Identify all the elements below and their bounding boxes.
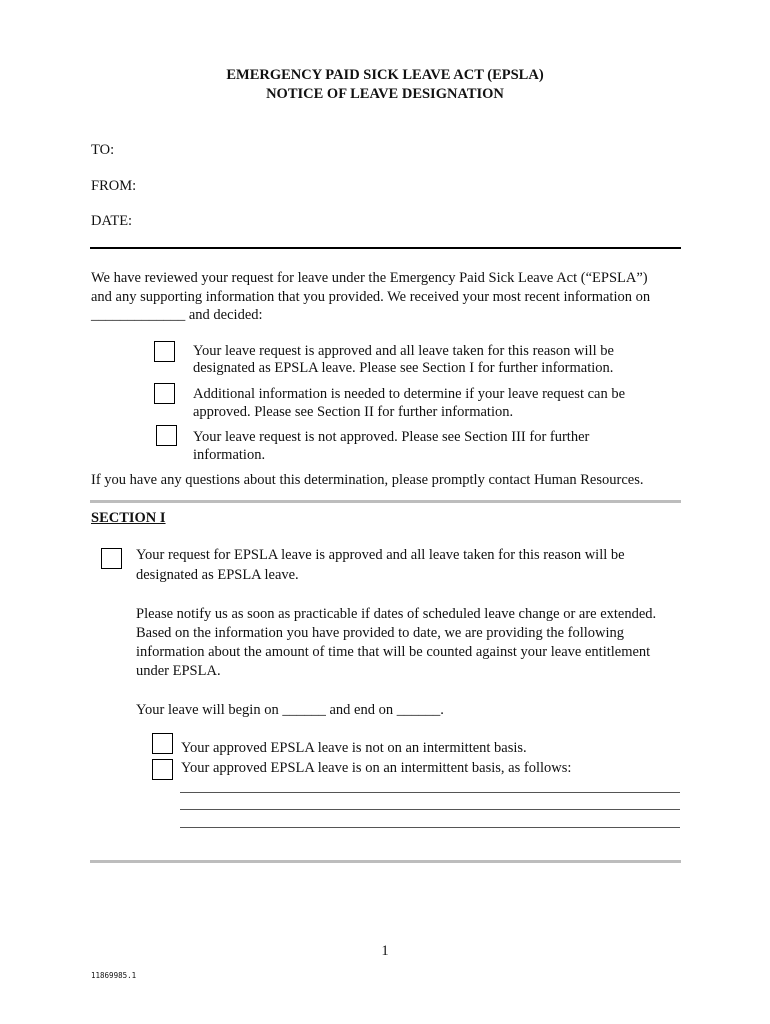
section-1-approved-checkbox[interactable]: [101, 548, 122, 569]
to-field-label: TO:: [91, 142, 115, 158]
notify-line-3: information about the amount of time that will be counted against your leave entitlement: [136, 644, 651, 660]
section-1-approved-line2: designated as EPSLA leave.: [136, 567, 299, 583]
intro-line-1: We have reviewed your request for leave under the Emergency Paid Sick Leave Act (“EPSLA”): [91, 270, 648, 286]
intermittent-checkbox[interactable]: [152, 759, 173, 780]
option-approved-line1: Your leave request is approved and all leave taken for this reason will be: [193, 343, 614, 359]
not-intermittent-label: Your approved EPSLA leave is not on an intermittent basis.: [181, 740, 527, 756]
option-denied-line1: Your leave request is not approved. Please see Section III for further: [193, 429, 590, 445]
intermittent-label: Your approved EPSLA leave is on an intermittent basis, as follows:: [181, 760, 572, 776]
option-approved-checkbox[interactable]: [154, 341, 175, 362]
intermittent-blank-line-3[interactable]: [180, 827, 680, 828]
option-denied-line2: information.: [193, 447, 266, 463]
option-more-info-line2: approved. Please see Section II for further information.: [193, 404, 514, 420]
option-more-info-checkbox[interactable]: [154, 383, 175, 404]
not-intermittent-checkbox[interactable]: [152, 733, 173, 754]
intermittent-blank-line-2[interactable]: [180, 809, 680, 810]
questions-note: If you have any questions about this determination, please promptly contact Human Resources.: [91, 472, 644, 488]
option-more-info-line1: Additional information is needed to determine if your leave request can be: [193, 386, 626, 402]
intro-line-3: _____________ and decided:: [91, 307, 263, 323]
intermittent-blank-line-1[interactable]: [180, 792, 680, 793]
document-id: 11869985.1: [91, 971, 137, 980]
notify-line-2: Based on the information you have provided to date, we are providing the following: [136, 625, 625, 641]
leave-dates-line: Your leave will begin on ______ and end on ______.: [136, 702, 444, 718]
document-title-line1: EMERGENCY PAID SICK LEAVE ACT (EPSLA): [226, 67, 544, 83]
option-denied-checkbox[interactable]: [156, 425, 177, 446]
page-number: 1: [381, 943, 389, 959]
section-1-approved-line1: Your request for EPSLA leave is approved and all leave taken for this reason will be: [136, 547, 625, 563]
document-title-line2: NOTICE OF LEAVE DESIGNATION: [266, 86, 504, 102]
section-divider-bottom: [90, 860, 681, 863]
intro-line-2: and any supporting information that you provided. We received your most recent information on: [91, 289, 651, 305]
date-field-label: DATE:: [91, 213, 133, 229]
section-1-heading: SECTION I: [91, 510, 166, 526]
notify-line-4: under EPSLA.: [136, 663, 221, 679]
option-approved-line2: designated as EPSLA leave. Please see Section I for further information.: [193, 360, 614, 376]
notify-line-1: Please notify us as soon as practicable if dates of scheduled leave change or are extended.: [136, 606, 657, 622]
header-divider: [90, 247, 681, 249]
from-field-label: FROM:: [91, 178, 137, 194]
section-divider-top: [90, 500, 681, 503]
